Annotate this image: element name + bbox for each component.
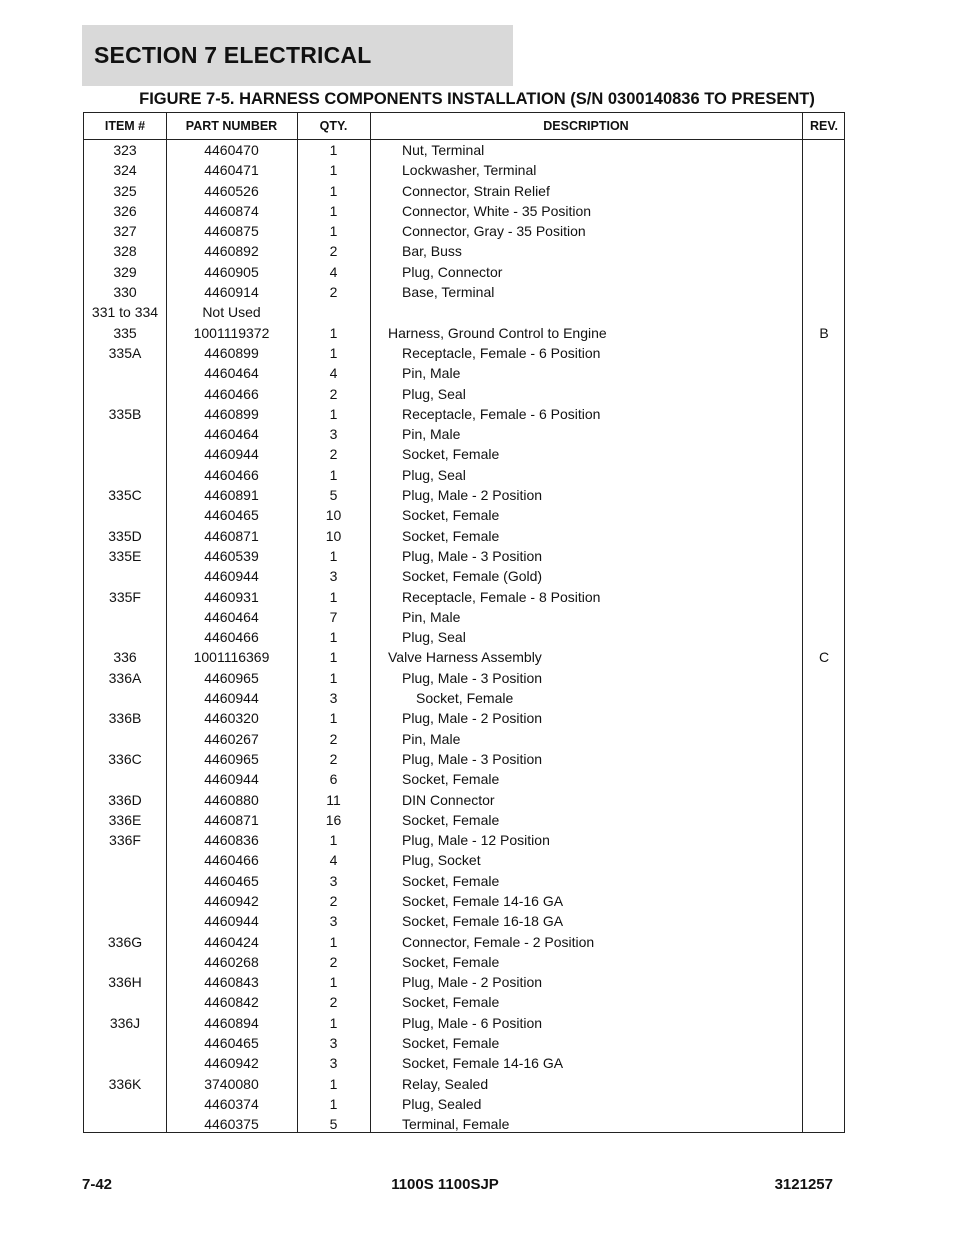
- qty-cell: 3: [329, 913, 338, 930]
- description-cell: Connector, Strain Relief: [402, 182, 550, 199]
- qty-cell: 1: [329, 547, 338, 564]
- part-number-cell: 4460843: [204, 974, 259, 991]
- table-row: [84, 160, 844, 180]
- section-title: SECTION 7 ELECTRICAL: [94, 42, 372, 68]
- description-cell: Plug, Male - 3 Position: [402, 669, 543, 686]
- part-number-cell: 4460965: [204, 669, 259, 686]
- qty-cell: 1: [329, 202, 338, 219]
- description-cell: Socket, Female: [402, 872, 500, 889]
- qty-cell: 1: [329, 649, 338, 666]
- part-number-cell: 4460914: [204, 284, 259, 301]
- part-number-cell: 4460836: [204, 832, 259, 849]
- item-cell: 324: [113, 162, 137, 179]
- description-cell: Plug, Male - 2 Position: [402, 710, 543, 727]
- part-number-cell: 4460905: [204, 263, 259, 280]
- table-row: [84, 850, 844, 870]
- description-cell: Plug, Male - 3 Position: [402, 750, 543, 767]
- qty-cell: 1: [329, 832, 338, 849]
- description-cell: Base, Terminal: [402, 284, 495, 301]
- part-number-cell: 4460466: [204, 852, 259, 869]
- description-cell: Socket, Female (Gold): [402, 568, 543, 585]
- description-cell: Pin, Male: [402, 608, 461, 625]
- qty-cell: 3: [329, 426, 338, 443]
- qty-cell: 3: [329, 568, 338, 585]
- qty-cell: 4: [329, 263, 338, 280]
- item-cell: 323: [113, 142, 137, 158]
- description-cell: Receptacle, Female - 8 Position: [402, 588, 601, 605]
- qty-cell: 1: [329, 182, 338, 199]
- table-row: [84, 1114, 844, 1134]
- description-cell: Socket, Female 16-18 GA: [402, 913, 564, 930]
- part-number-cell: 4460871: [204, 811, 259, 828]
- description-cell: Socket, Female: [402, 811, 500, 828]
- description-cell: Plug, Socket: [402, 852, 481, 869]
- part-number-cell: 1001119372: [193, 324, 270, 341]
- table-row: [84, 444, 844, 464]
- rev-cell: C: [818, 649, 830, 666]
- table-row: [84, 465, 844, 485]
- table-row: [84, 343, 844, 363]
- item-cell: 325: [113, 182, 137, 199]
- qty-cell: 1: [329, 669, 338, 686]
- part-number-cell: 4460526: [204, 182, 259, 199]
- part-number-cell: 4460880: [204, 791, 259, 808]
- qty-cell: 1: [329, 629, 338, 646]
- page-number: 7-42: [82, 1176, 113, 1193]
- item-cell: 336: [113, 649, 137, 666]
- qty-cell: 1: [329, 710, 338, 727]
- item-cell: 336J: [109, 1014, 141, 1031]
- section-banner: [82, 25, 513, 86]
- column-header-item: ITEM #: [104, 119, 146, 133]
- part-number-cell: 4460464: [204, 608, 259, 625]
- part-number-cell: 4460874: [204, 202, 259, 219]
- figure-title: FIGURE 7-5. HARNESS COMPONENTS INSTALLATION (S/N 0300140836 TO PRESENT): [139, 90, 815, 108]
- table-row: [84, 302, 844, 322]
- qty-cell: 1: [329, 162, 338, 179]
- model-name: 1100S 1100SJP: [391, 1176, 499, 1193]
- table-row: [84, 526, 844, 546]
- table-row: [84, 952, 844, 972]
- item-cell: 330: [113, 284, 137, 301]
- table-row: [84, 485, 844, 505]
- table-row: [84, 1074, 844, 1094]
- parts-table: [83, 112, 845, 1133]
- part-number-cell: 4460464: [204, 365, 259, 382]
- qty-cell: 1: [329, 405, 338, 422]
- item-cell: 335D: [108, 527, 142, 544]
- table-row: [84, 810, 844, 830]
- part-number-cell: 4460944: [204, 568, 259, 585]
- description-cell: Plug, Seal: [402, 385, 466, 402]
- table-row: [84, 566, 844, 586]
- qty-cell: 1: [329, 466, 338, 483]
- qty-cell: 2: [329, 994, 338, 1011]
- description-cell: Plug, Sealed: [402, 1095, 482, 1112]
- description-cell: Valve Harness Assembly: [388, 649, 542, 666]
- part-number-cell: 4460892: [204, 243, 259, 260]
- description-cell: Socket, Female: [402, 953, 500, 970]
- qty-cell: 1: [329, 974, 338, 991]
- part-number-cell: 4460470: [204, 142, 259, 158]
- item-cell: 335B: [108, 405, 142, 422]
- table-body: [84, 140, 844, 1135]
- qty-cell: 1: [329, 1075, 338, 1092]
- table-row: [84, 201, 844, 221]
- table-row: [84, 627, 844, 647]
- description-cell: Socket, Female 14-16 GA: [402, 1055, 564, 1072]
- qty-cell: 2: [329, 284, 338, 301]
- qty-cell: 3: [329, 1055, 338, 1072]
- table-row: [84, 424, 844, 444]
- description-cell: Socket, Female: [416, 690, 514, 707]
- item-cell: 329: [113, 263, 137, 280]
- qty-cell: 1: [329, 588, 338, 605]
- qty-cell: 1: [329, 344, 338, 361]
- part-number-cell: 4460944: [204, 771, 259, 788]
- table-row: [84, 505, 844, 525]
- table-row: [84, 587, 844, 607]
- description-cell: DIN Connector: [402, 791, 495, 808]
- part-number-cell: 4460471: [204, 162, 259, 179]
- part-number-cell: 4460894: [204, 1014, 259, 1031]
- table-row: [84, 972, 844, 992]
- part-number-cell: 4460942: [204, 1055, 259, 1072]
- item-cell: 335E: [108, 547, 142, 564]
- item-cell: 336E: [108, 811, 142, 828]
- part-number-cell: 4460899: [204, 344, 259, 361]
- table-row: [84, 404, 844, 424]
- part-number-cell: 4460466: [204, 466, 259, 483]
- qty-cell: 4: [329, 852, 338, 869]
- description-cell: Plug, Connector: [402, 263, 503, 280]
- description-cell: Plug, Male - 3 Position: [402, 547, 543, 564]
- item-cell: 335: [113, 324, 137, 341]
- qty-cell: 5: [329, 1116, 338, 1133]
- item-cell: 331 to 334: [91, 304, 159, 321]
- table-row: [84, 790, 844, 810]
- table-row: [84, 262, 844, 282]
- part-number-cell: 1001116369: [193, 649, 270, 666]
- part-number-cell: 4460965: [204, 750, 259, 767]
- table-row: [84, 384, 844, 404]
- table-row: [84, 607, 844, 627]
- part-number-cell: 4460931: [204, 588, 259, 605]
- table-row: [84, 749, 844, 769]
- part-number-cell: 4460466: [204, 385, 259, 402]
- description-cell: Receptacle, Female - 6 Position: [402, 405, 601, 422]
- qty-cell: 6: [329, 771, 338, 788]
- table-row: [84, 871, 844, 891]
- description-cell: Socket, Female: [402, 1035, 500, 1052]
- description-cell: Bar, Buss: [402, 243, 462, 260]
- qty-cell: 10: [325, 527, 342, 544]
- table-row: [84, 932, 844, 952]
- qty-cell: 2: [329, 385, 338, 402]
- description-cell: Receptacle, Female - 6 Position: [402, 344, 601, 361]
- table-row: [84, 1033, 844, 1053]
- table-row: [84, 708, 844, 728]
- item-cell: 336K: [108, 1075, 142, 1092]
- part-number-cell: 4460899: [204, 405, 259, 422]
- table-row: [84, 891, 844, 911]
- description-cell: Pin, Male: [402, 426, 461, 443]
- item-cell: 336A: [108, 669, 142, 686]
- part-number-cell: 4460320: [204, 710, 259, 727]
- qty-cell: 1: [329, 142, 338, 158]
- part-number-cell: 4460871: [204, 527, 259, 544]
- qty-cell: 7: [329, 608, 338, 625]
- table-row: [84, 729, 844, 749]
- part-number-cell: 4460944: [204, 913, 259, 930]
- part-number-cell: 4460465: [204, 507, 259, 524]
- item-cell: 336B: [108, 710, 142, 727]
- item-cell: 336F: [109, 832, 141, 849]
- qty-cell: 2: [329, 953, 338, 970]
- description-cell: Lockwasher, Terminal: [402, 162, 537, 179]
- table-row: [84, 647, 844, 667]
- table-row: [84, 546, 844, 566]
- column-header-rev: REV.: [809, 119, 839, 133]
- description-cell: Harness, Ground Control to Engine: [388, 324, 607, 341]
- table-row: [84, 668, 844, 688]
- table-row: [84, 241, 844, 261]
- table-row: [84, 1053, 844, 1073]
- table-row: [84, 282, 844, 302]
- description-cell: Socket, Female: [402, 507, 500, 524]
- description-cell: Plug, Seal: [402, 466, 466, 483]
- qty-cell: 1: [329, 324, 338, 341]
- table-row: [84, 911, 844, 931]
- part-number-cell: 4460267: [204, 730, 259, 747]
- part-number-cell: 4460375: [204, 1116, 259, 1133]
- table-row: [84, 769, 844, 789]
- part-number-cell: 4460268: [204, 953, 259, 970]
- description-cell: Connector, Gray - 35 Position: [402, 223, 586, 240]
- qty-cell: 1: [329, 933, 338, 950]
- table-row: [84, 363, 844, 383]
- description-cell: Relay, Sealed: [402, 1075, 489, 1092]
- qty-cell: 5: [329, 487, 338, 504]
- item-cell: 335F: [109, 588, 141, 605]
- description-cell: Plug, Male - 2 Position: [402, 487, 543, 504]
- description-cell: Socket, Female: [402, 771, 500, 788]
- qty-cell: 1: [329, 1095, 338, 1112]
- item-cell: 335A: [108, 344, 142, 361]
- description-cell: Pin, Male: [402, 365, 461, 382]
- part-number-cell: 4460875: [204, 223, 259, 240]
- item-cell: 327: [113, 223, 137, 240]
- part-number-cell: 4460466: [204, 629, 259, 646]
- part-number-cell: Not Used: [202, 304, 261, 321]
- description-cell: Pin, Male: [402, 730, 461, 747]
- part-number-cell: 4460424: [204, 933, 259, 950]
- table-row: [84, 830, 844, 850]
- table-row: [84, 688, 844, 708]
- table-row: [84, 1013, 844, 1033]
- qty-cell: 2: [329, 750, 338, 767]
- item-cell: 336C: [108, 750, 142, 767]
- part-number-cell: 4460374: [204, 1095, 259, 1112]
- description-cell: Connector, White - 35 Position: [402, 202, 592, 219]
- qty-cell: 1: [329, 1014, 338, 1031]
- qty-cell: 1: [329, 223, 338, 240]
- table-row: [84, 992, 844, 1012]
- item-cell: 336H: [108, 974, 142, 991]
- description-cell: Socket, Female: [402, 446, 500, 463]
- description-cell: Plug, Male - 12 Position: [402, 832, 550, 849]
- column-header-description: DESCRIPTION: [543, 119, 629, 133]
- qty-cell: 3: [329, 1035, 338, 1052]
- qty-cell: 3: [329, 690, 338, 707]
- description-cell: Terminal, Female: [402, 1116, 510, 1133]
- part-number-cell: 4460539: [204, 547, 259, 564]
- description-cell: Plug, Male - 2 Position: [402, 974, 543, 991]
- qty-cell: 4: [329, 365, 338, 382]
- part-number-cell: 4460944: [204, 446, 259, 463]
- table-row: [84, 221, 844, 241]
- description-cell: Connector, Female - 2 Position: [402, 933, 595, 950]
- part-number-cell: 4460891: [204, 487, 259, 504]
- part-number-cell: 3740080: [204, 1075, 259, 1092]
- item-cell: 336D: [108, 791, 142, 808]
- rev-cell: B: [819, 324, 829, 341]
- table-row: [84, 181, 844, 201]
- qty-cell: 10: [325, 507, 342, 524]
- part-number-cell: 4460944: [204, 690, 259, 707]
- document-number: 3121257: [774, 1176, 833, 1193]
- table-header: [84, 113, 844, 140]
- qty-cell: 2: [329, 730, 338, 747]
- part-number-cell: 4460465: [204, 1035, 259, 1052]
- item-cell: 328: [113, 243, 137, 260]
- qty-cell: 11: [326, 791, 341, 808]
- qty-cell: 2: [329, 892, 338, 909]
- column-header-part-number: PART NUMBER: [185, 119, 278, 133]
- part-number-cell: 4460465: [204, 872, 259, 889]
- part-number-cell: 4460842: [204, 994, 259, 1011]
- qty-cell: 3: [329, 872, 338, 889]
- table-row: [84, 323, 844, 343]
- description-cell: Socket, Female: [402, 527, 500, 544]
- qty-cell: 2: [329, 446, 338, 463]
- part-number-cell: 4460464: [204, 426, 259, 443]
- item-cell: 335C: [108, 487, 142, 504]
- table-row: [84, 1094, 844, 1114]
- qty-cell: 16: [325, 811, 342, 828]
- item-cell: 336G: [107, 933, 143, 950]
- item-cell: 326: [113, 202, 137, 219]
- qty-cell: 2: [329, 243, 338, 260]
- description-cell: Socket, Female 14-16 GA: [402, 892, 564, 909]
- description-cell: Socket, Female: [402, 994, 500, 1011]
- description-cell: Plug, Male - 6 Position: [402, 1014, 543, 1031]
- column-header-qty: QTY.: [319, 119, 348, 133]
- table-row: [84, 140, 844, 160]
- description-cell: Plug, Seal: [402, 629, 466, 646]
- description-cell: Nut, Terminal: [402, 142, 485, 158]
- part-number-cell: 4460942: [204, 892, 259, 909]
